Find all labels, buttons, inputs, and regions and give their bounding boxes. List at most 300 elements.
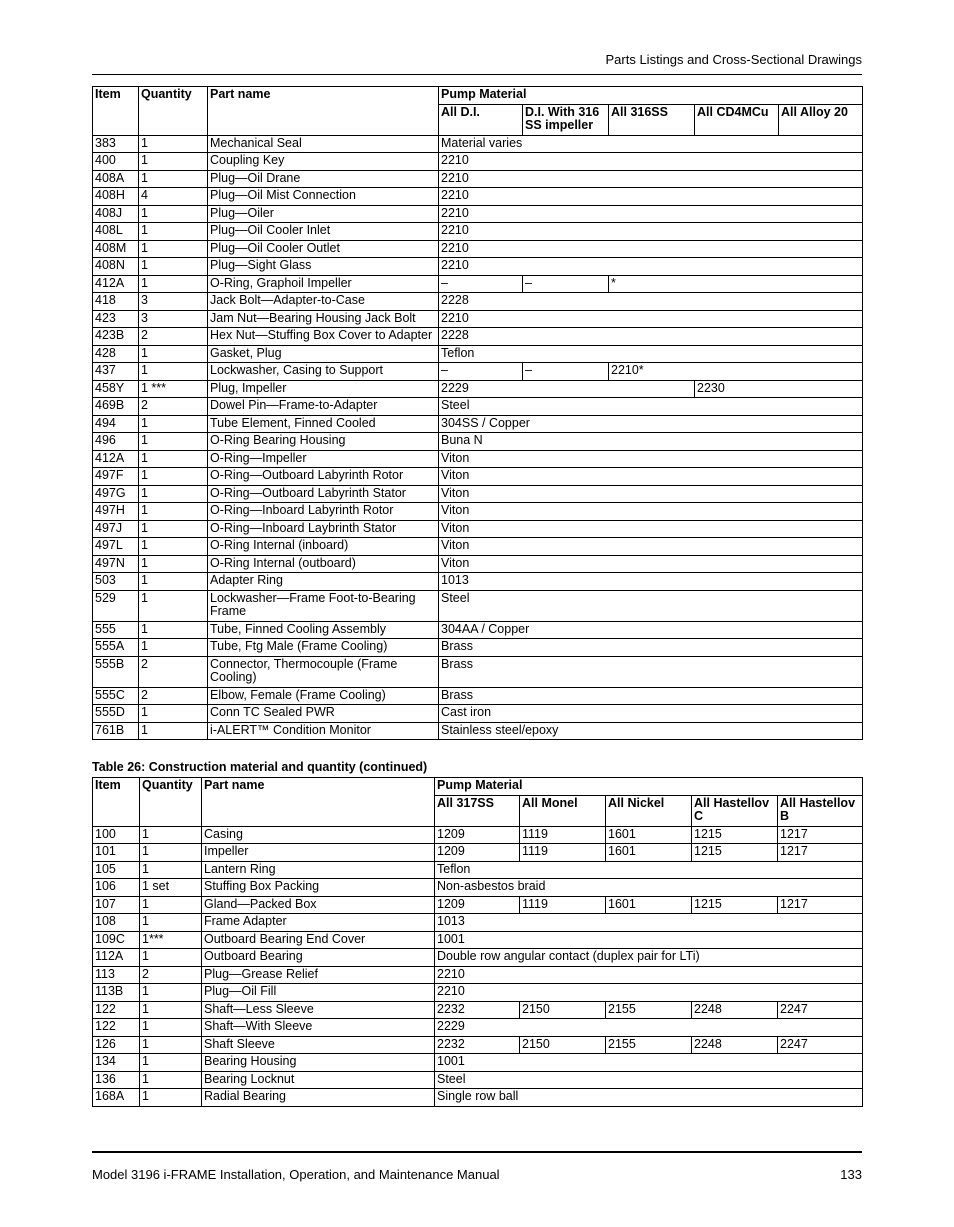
item-cell: 412A	[93, 450, 139, 468]
material-cell: 1217	[778, 826, 863, 844]
item-cell: 555B	[93, 656, 139, 687]
table-row	[93, 590, 863, 621]
material-cell: 1001	[435, 1054, 863, 1072]
part-name-cell: Tube, Ftg Male (Frame Cooling)	[208, 639, 439, 657]
table-row	[93, 205, 863, 223]
quantity-cell: 1	[139, 590, 208, 621]
quantity-cell: 1	[140, 826, 202, 844]
footer-rule	[92, 1151, 862, 1153]
material-subheader: All Hastellov B	[778, 795, 863, 826]
table-row	[93, 931, 863, 949]
part-name-cell: Plug—Oiler	[208, 205, 439, 223]
table-row	[93, 170, 863, 188]
table-header-row	[93, 778, 863, 796]
material-cell: 1119	[520, 896, 606, 914]
item-cell: 112A	[93, 949, 140, 967]
material-cell: 304SS / Copper	[439, 415, 863, 433]
table-row	[93, 293, 863, 311]
table-row	[93, 538, 863, 556]
material-cell: –	[523, 363, 609, 381]
part-name-cell: Tube Element, Finned Cooled	[208, 415, 439, 433]
material-subheader: All 317SS	[435, 795, 520, 826]
quantity-cell: 1	[140, 1054, 202, 1072]
table-row	[93, 468, 863, 486]
quantity-cell: 1	[140, 949, 202, 967]
material-cell: Teflon	[435, 861, 863, 879]
quantity-cell: 1	[139, 223, 208, 241]
part-name-cell: Mechanical Seal	[208, 135, 439, 153]
quantity-cell: 1	[139, 722, 208, 740]
part-name-cell: Plug—Oil Mist Connection	[208, 188, 439, 206]
material-cell: 2210	[439, 153, 863, 171]
material-cell: 2150	[520, 1036, 606, 1054]
item-cell: 113	[93, 966, 140, 984]
table-row	[93, 433, 863, 451]
material-cell: 2155	[606, 1001, 692, 1019]
part-name-cell: Gasket, Plug	[208, 345, 439, 363]
quantity-cell: 1 ***	[139, 380, 208, 398]
table-row	[93, 555, 863, 573]
item-cell: 423	[93, 310, 139, 328]
table-row	[93, 310, 863, 328]
material-cell: 1119	[520, 844, 606, 862]
quantity-cell: 1***	[140, 931, 202, 949]
part-name-cell: Jam Nut—Bearing Housing Jack Bolt	[208, 310, 439, 328]
part-name-cell: Shaft Sleeve	[202, 1036, 435, 1054]
table-row	[93, 345, 863, 363]
table-row	[93, 1036, 863, 1054]
table-row	[93, 485, 863, 503]
table-row	[93, 520, 863, 538]
item-cell: 497J	[93, 520, 139, 538]
table-row	[93, 1019, 863, 1037]
material-cell: 1119	[520, 826, 606, 844]
item-cell: 408N	[93, 258, 139, 276]
material-cell: 2210	[439, 188, 863, 206]
quantity-cell: 1	[139, 520, 208, 538]
part-name-cell: O-Ring—Impeller	[208, 450, 439, 468]
item-cell: 423B	[93, 328, 139, 346]
table-row	[93, 861, 863, 879]
quantity-cell: 2	[139, 687, 208, 705]
col-quantity-header: Quantity	[140, 778, 202, 827]
material-cell: 1601	[606, 844, 692, 862]
table-row	[93, 656, 863, 687]
material-cell: Double row angular contact (duplex pair for LTi)	[435, 949, 863, 967]
material-cell: Teflon	[439, 345, 863, 363]
item-cell: 412A	[93, 275, 139, 293]
material-cell: Brass	[439, 639, 863, 657]
quantity-cell: 4	[139, 188, 208, 206]
table-row	[93, 1054, 863, 1072]
material-cell: Single row ball	[435, 1089, 863, 1107]
quantity-cell: 1	[139, 345, 208, 363]
material-subheader: D.I. With 316 SS impeller	[523, 104, 609, 135]
material-cell: 2230	[695, 380, 863, 398]
material-cell: 1209	[435, 896, 520, 914]
item-cell: 408L	[93, 223, 139, 241]
table-row	[93, 573, 863, 591]
part-name-cell: O-Ring Internal (inboard)	[208, 538, 439, 556]
item-cell: 100	[93, 826, 140, 844]
table-row	[93, 984, 863, 1002]
table-row	[93, 135, 863, 153]
part-name-cell: Conn TC Sealed PWR	[208, 705, 439, 723]
item-cell: 108	[93, 914, 140, 932]
material-subheader: All Hastellov C	[692, 795, 778, 826]
quantity-cell: 1	[139, 538, 208, 556]
quantity-cell: 1	[139, 363, 208, 381]
material-cell: 1013	[435, 914, 863, 932]
quantity-cell: 1	[139, 450, 208, 468]
material-cell: Steel	[439, 590, 863, 621]
part-name-cell: Shaft—With Sleeve	[202, 1019, 435, 1037]
page-number: 133	[840, 1167, 862, 1182]
quantity-cell: 1	[140, 1019, 202, 1037]
material-cell: Non-asbestos braid	[435, 879, 863, 897]
material-cell: Brass	[439, 687, 863, 705]
section-title: Parts Listings and Cross-Sectional Drawings	[605, 52, 862, 67]
item-cell: 458Y	[93, 380, 139, 398]
material-cell: 2228	[439, 328, 863, 346]
material-cell: 1215	[692, 896, 778, 914]
table-row	[93, 896, 863, 914]
quantity-cell: 3	[139, 310, 208, 328]
item-cell: 122	[93, 1001, 140, 1019]
part-name-cell: Plug—Grease Relief	[202, 966, 435, 984]
quantity-cell: 2	[140, 966, 202, 984]
parts-table-continued-body	[93, 778, 863, 1107]
part-name-cell: Gland—Packed Box	[202, 896, 435, 914]
quantity-cell: 1	[140, 1071, 202, 1089]
material-subheader: All Nickel	[606, 795, 692, 826]
material-cell: 2247	[778, 1036, 863, 1054]
col-quantity-header: Quantity	[139, 87, 208, 136]
material-subheader: All CD4MCu	[695, 104, 779, 135]
part-name-cell: Plug—Oil Drane	[208, 170, 439, 188]
material-cell: Steel	[439, 398, 863, 416]
material-cell: Brass	[439, 656, 863, 687]
item-cell: 428	[93, 345, 139, 363]
part-name-cell: Lockwasher, Casing to Support	[208, 363, 439, 381]
material-cell: 2210	[439, 170, 863, 188]
part-name-cell: O-Ring Internal (outboard)	[208, 555, 439, 573]
material-cell: –	[439, 363, 523, 381]
part-name-cell: Plug—Oil Fill	[202, 984, 435, 1002]
quantity-cell: 1	[139, 153, 208, 171]
item-cell: 497L	[93, 538, 139, 556]
material-cell: 1215	[692, 844, 778, 862]
item-cell: 555A	[93, 639, 139, 657]
quantity-cell: 1	[139, 555, 208, 573]
material-cell: –	[439, 275, 523, 293]
material-cell: Cast iron	[439, 705, 863, 723]
quantity-cell: 1	[139, 240, 208, 258]
material-cell: 1601	[606, 896, 692, 914]
part-name-cell: Casing	[202, 826, 435, 844]
table-row	[93, 705, 863, 723]
part-name-cell: O-Ring—Inboard Laybrinth Stator	[208, 520, 439, 538]
material-cell: 2210	[439, 223, 863, 241]
item-cell: 168A	[93, 1089, 140, 1107]
table-row	[93, 1001, 863, 1019]
material-cell: 2248	[692, 1036, 778, 1054]
item-cell: 555C	[93, 687, 139, 705]
material-cell: 2210	[439, 240, 863, 258]
quantity-cell: 1	[140, 914, 202, 932]
material-cell: Viton	[439, 503, 863, 521]
material-cell: Viton	[439, 450, 863, 468]
table-row	[93, 879, 863, 897]
item-cell: 400	[93, 153, 139, 171]
part-name-cell: O-Ring, Graphoil Impeller	[208, 275, 439, 293]
part-name-cell: Lockwasher—Frame Foot-to-Bearing Frame	[208, 590, 439, 621]
part-name-cell: Plug—Oil Cooler Inlet	[208, 223, 439, 241]
table-row	[93, 153, 863, 171]
table-row	[93, 914, 863, 932]
table-row	[93, 1071, 863, 1089]
table-row	[93, 398, 863, 416]
part-name-cell: Tube, Finned Cooling Assembly	[208, 621, 439, 639]
material-cell: 2232	[435, 1001, 520, 1019]
material-cell: 2210	[435, 984, 863, 1002]
part-name-cell: Coupling Key	[208, 153, 439, 171]
quantity-cell: 1	[140, 896, 202, 914]
quantity-cell: 1	[140, 1089, 202, 1107]
part-name-cell: Frame Adapter	[202, 914, 435, 932]
part-name-cell: Bearing Locknut	[202, 1071, 435, 1089]
quantity-cell: 2	[139, 656, 208, 687]
item-cell: 761B	[93, 722, 139, 740]
material-cell: 1217	[778, 844, 863, 862]
part-name-cell: Connector, Thermocouple (Frame Cooling)	[208, 656, 439, 687]
part-name-cell: O-Ring—Outboard Labyrinth Stator	[208, 485, 439, 503]
table-row	[93, 621, 863, 639]
material-cell: 1209	[435, 844, 520, 862]
material-cell: *	[609, 275, 863, 293]
material-cell: Viton	[439, 538, 863, 556]
material-cell: 1013	[439, 573, 863, 591]
quantity-cell: 1	[139, 258, 208, 276]
parts-table-body	[93, 87, 863, 740]
quantity-cell: 3	[139, 293, 208, 311]
item-cell: 106	[93, 879, 140, 897]
material-cell: –	[523, 275, 609, 293]
table-row	[93, 639, 863, 657]
item-cell: 105	[93, 861, 140, 879]
item-cell: 497G	[93, 485, 139, 503]
item-cell: 107	[93, 896, 140, 914]
material-cell: 304AA / Copper	[439, 621, 863, 639]
part-name-cell: Radial Bearing	[202, 1089, 435, 1107]
table-row	[93, 188, 863, 206]
item-cell: 383	[93, 135, 139, 153]
material-cell: 2229	[435, 1019, 863, 1037]
item-cell: 503	[93, 573, 139, 591]
parts-table-continued	[92, 777, 863, 1107]
table-row	[93, 415, 863, 433]
quantity-cell: 1	[140, 861, 202, 879]
material-cell: 2248	[692, 1001, 778, 1019]
quantity-cell: 1	[140, 984, 202, 1002]
quantity-cell: 1	[139, 433, 208, 451]
part-name-cell: Lantern Ring	[202, 861, 435, 879]
item-cell: 497H	[93, 503, 139, 521]
header-rule	[92, 74, 862, 75]
quantity-cell: 1	[139, 415, 208, 433]
material-cell: 2210	[439, 310, 863, 328]
table-row	[93, 722, 863, 740]
table-row	[93, 966, 863, 984]
item-cell: 126	[93, 1036, 140, 1054]
item-cell: 555	[93, 621, 139, 639]
material-subheader: All Alloy 20	[779, 104, 863, 135]
manual-title: Model 3196 i-FRAME Installation, Operation, and Maintenance Manual	[92, 1167, 500, 1182]
part-name-cell: Dowel Pin—Frame-to-Adapter	[208, 398, 439, 416]
part-name-cell: O-Ring—Inboard Labyrinth Rotor	[208, 503, 439, 521]
item-cell: 408M	[93, 240, 139, 258]
material-cell: 1217	[778, 896, 863, 914]
quantity-cell: 2	[139, 328, 208, 346]
part-name-cell: Plug, Impeller	[208, 380, 439, 398]
item-cell: 134	[93, 1054, 140, 1072]
material-cell: 2232	[435, 1036, 520, 1054]
item-cell: 437	[93, 363, 139, 381]
col-item-header: Item	[93, 778, 140, 827]
col-item-header: Item	[93, 87, 139, 136]
table-row	[93, 1089, 863, 1107]
part-name-cell: Hex Nut—Stuffing Box Cover to Adapter	[208, 328, 439, 346]
parts-table	[92, 86, 863, 740]
table-row	[93, 258, 863, 276]
material-cell: Stainless steel/epoxy	[439, 722, 863, 740]
material-cell: Buna N	[439, 433, 863, 451]
item-cell: 408H	[93, 188, 139, 206]
table-row	[93, 844, 863, 862]
pump-material-header: Pump Material	[439, 87, 863, 105]
material-subheader: All Monel	[520, 795, 606, 826]
part-name-cell: O-Ring Bearing Housing	[208, 433, 439, 451]
material-cell: 2210	[439, 258, 863, 276]
table-row	[93, 240, 863, 258]
material-cell: 2247	[778, 1001, 863, 1019]
table-row	[93, 363, 863, 381]
material-cell: 1001	[435, 931, 863, 949]
item-cell: 469B	[93, 398, 139, 416]
pump-material-header: Pump Material	[435, 778, 863, 796]
material-cell: 2210	[439, 205, 863, 223]
quantity-cell: 2	[139, 398, 208, 416]
table-row	[93, 949, 863, 967]
table-row	[93, 328, 863, 346]
table-caption: Table 26: Construction material and quantity (continued)	[92, 760, 428, 774]
part-name-cell: Outboard Bearing End Cover	[202, 931, 435, 949]
part-name-cell: Adapter Ring	[208, 573, 439, 591]
part-name-cell: Stuffing Box Packing	[202, 879, 435, 897]
quantity-cell: 1	[139, 205, 208, 223]
part-name-cell: O-Ring—Outboard Labyrinth Rotor	[208, 468, 439, 486]
item-cell: 136	[93, 1071, 140, 1089]
quantity-cell: 1	[140, 1001, 202, 1019]
item-cell: 408J	[93, 205, 139, 223]
table-row	[93, 380, 863, 398]
quantity-cell: 1	[139, 170, 208, 188]
material-cell: 2229	[439, 380, 695, 398]
table-row	[93, 826, 863, 844]
col-part-name-header: Part name	[202, 778, 435, 827]
quantity-cell: 1	[139, 135, 208, 153]
item-cell: 497N	[93, 555, 139, 573]
quantity-cell: 1	[140, 1036, 202, 1054]
table-row	[93, 223, 863, 241]
quantity-cell: 1	[139, 639, 208, 657]
material-cell: Viton	[439, 555, 863, 573]
material-cell: 2150	[520, 1001, 606, 1019]
part-name-cell: Plug—Oil Cooler Outlet	[208, 240, 439, 258]
material-subheader: All 316SS	[609, 104, 695, 135]
item-cell: 418	[93, 293, 139, 311]
material-cell: 1601	[606, 826, 692, 844]
material-cell: Material varies	[439, 135, 863, 153]
part-name-cell: Outboard Bearing	[202, 949, 435, 967]
item-cell: 497F	[93, 468, 139, 486]
item-cell: 529	[93, 590, 139, 621]
material-cell: 2155	[606, 1036, 692, 1054]
table-row	[93, 503, 863, 521]
table-row	[93, 687, 863, 705]
quantity-cell: 1	[139, 468, 208, 486]
item-cell: 494	[93, 415, 139, 433]
part-name-cell: i-ALERT™ Condition Monitor	[208, 722, 439, 740]
item-cell: 496	[93, 433, 139, 451]
material-subheader: All D.I.	[439, 104, 523, 135]
quantity-cell: 1 set	[140, 879, 202, 897]
material-cell: Viton	[439, 520, 863, 538]
material-cell: Viton	[439, 485, 863, 503]
table-row	[93, 275, 863, 293]
material-cell: Viton	[439, 468, 863, 486]
item-cell: 122	[93, 1019, 140, 1037]
item-cell: 113B	[93, 984, 140, 1002]
item-cell: 555D	[93, 705, 139, 723]
part-name-cell: Jack Bolt—Adapter-to-Case	[208, 293, 439, 311]
quantity-cell: 1	[139, 573, 208, 591]
part-name-cell: Bearing Housing	[202, 1054, 435, 1072]
item-cell: 109C	[93, 931, 140, 949]
part-name-cell: Impeller	[202, 844, 435, 862]
material-cell: 2210*	[609, 363, 863, 381]
material-cell: Steel	[435, 1071, 863, 1089]
quantity-cell: 1	[139, 621, 208, 639]
part-name-cell: Shaft—Less Sleeve	[202, 1001, 435, 1019]
part-name-cell: Plug—Sight Glass	[208, 258, 439, 276]
col-part-name-header: Part name	[208, 87, 439, 136]
table-header-row	[93, 87, 863, 105]
quantity-cell: 1	[139, 503, 208, 521]
material-cell: 1209	[435, 826, 520, 844]
quantity-cell: 1	[139, 705, 208, 723]
material-cell: 2210	[435, 966, 863, 984]
item-cell: 101	[93, 844, 140, 862]
material-cell: 1215	[692, 826, 778, 844]
quantity-cell: 1	[140, 844, 202, 862]
part-name-cell: Elbow, Female (Frame Cooling)	[208, 687, 439, 705]
item-cell: 408A	[93, 170, 139, 188]
table-row	[93, 450, 863, 468]
quantity-cell: 1	[139, 275, 208, 293]
quantity-cell: 1	[139, 485, 208, 503]
material-cell: 2228	[439, 293, 863, 311]
